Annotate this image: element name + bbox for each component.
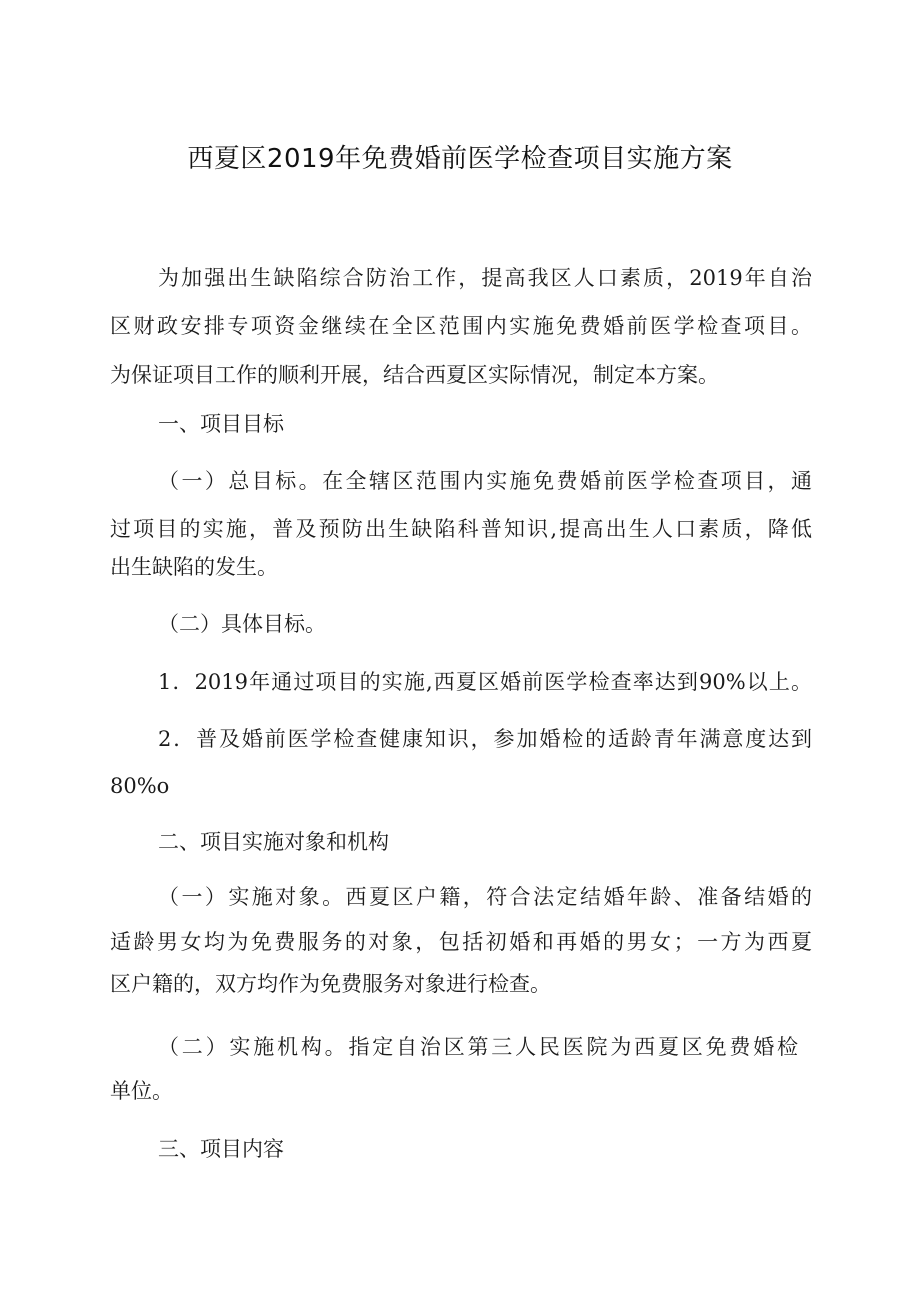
targets-line-2: 适龄男女均为免费服务的对象，包括初婚和再婚的男女；一方为西夏: [110, 930, 812, 954]
goal-overall-line-2: 过项目的实施，普及预防出生缺陷科普知识,提高出生人口素质，降低: [110, 517, 812, 541]
goal-item-2-line-2: 80%o: [110, 774, 170, 798]
goal-item-2-line-1: 2．普及婚前医学检查健康知识，参加婚检的适龄青年满意度达到: [158, 727, 812, 751]
section-heading-2: 二、项目实施对象和机构: [158, 830, 389, 854]
intro-line-2: 区财政安排专项资金继续在全区范围内实施免费婚前医学检查项目。: [110, 314, 812, 338]
goal-overall-line-3: 出生缺陷的发生。: [110, 555, 278, 579]
targets-line-1: （一）实施对象。西夏区户籍，符合法定结婚年龄、准备结婚的: [158, 885, 812, 909]
section-heading-3: 三、项目内容: [158, 1137, 284, 1161]
goal-item-1: 1．2019年通过项目的实施,西夏区婚前医学检查率达到90%以上。: [158, 670, 812, 694]
institution-line-2: 单位。: [110, 1079, 173, 1103]
intro-line-3: 为保证项目工作的顺利开展，结合西夏区实际情况，制定本方案。: [110, 363, 719, 387]
intro-line-1: 为加强出生缺陷综合防治工作，提高我区人口素质，2019年自治: [158, 266, 812, 290]
section-heading-1: 一、项目目标: [158, 412, 284, 436]
institution-line-1: （二）实施机构。指定自治区第三人民医院为西夏区免费婚检: [158, 1035, 798, 1059]
document-title: 西夏区2019年免费婚前医学检查项目实施方案: [187, 144, 733, 174]
goal-overall-line-1: （一）总目标。在全辖区范围内实施免费婚前医学检查项目，通: [158, 469, 812, 493]
goal-specific-heading: （二）具体目标。: [158, 612, 326, 636]
targets-line-3: 区户籍的，双方均作为免费服务对象进行检查。: [110, 972, 551, 996]
